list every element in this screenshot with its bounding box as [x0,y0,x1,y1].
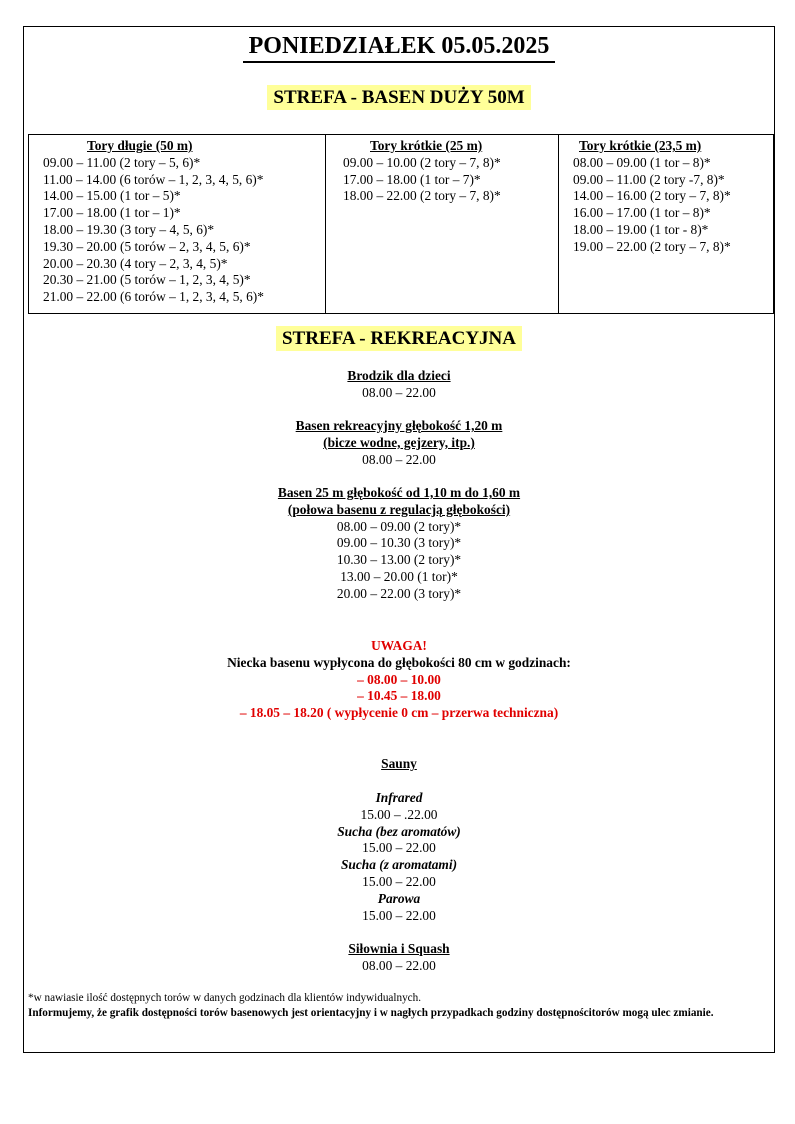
lane-row: 09.00 – 10.00 (2 tory – 7, 8)* [343,154,501,170]
lane-row: 18.00 – 19.00 (1 tor - 8)* [573,221,709,237]
lane-row: 20.00 – 20.30 (4 tory – 2, 3, 4, 5)* [43,255,228,271]
sauna-hours: 15.00 – .22.00 [360,806,438,822]
brodzik-hours: 08.00 – 22.00 [362,384,436,400]
rec-pool-title: Basen rekreacyjny głębokość 1,20 m [295,418,503,433]
warning-head: UWAGA! [371,638,427,653]
sauna-name: Parowa [377,890,421,906]
gym-section [24,941,774,975]
info-note: Informujemy, że grafik dostępności torów basenowych jest orientacyjny i w nagłych przypadkach godziny dostępnościtorów mogą ulec zmianie. [28,1007,714,1019]
gym-hours: 08.00 – 22.00 [362,957,436,973]
lanes-long-header: Tory długie (50 m) [87,138,193,153]
warning-row: – 18.05 – 18.20 ( wypłycenie 0 cm – przerwa techniczna) [239,705,559,721]
saunas-title: Sauny [381,756,417,771]
sauna-name: Infrared [375,790,423,805]
lanes-long-column [29,135,326,314]
zone-rec-label: STREFA - REKREACYJNA [276,326,522,351]
lanes-short25-header: Tory krótkie (25 m) [370,138,483,153]
lane-row: 14.00 – 15.00 (1 tor – 5)* [43,188,181,204]
warning-text: Niecka basenu wypłycona do głębokości 80 cm w godzinach: [227,654,571,670]
rec-pool-hours: 08.00 – 22.00 [362,451,436,467]
pool25-row: 09.00 – 10.30 (3 tory)* [336,535,462,551]
lane-row: 17.00 – 18.00 (1 tor – 1)* [43,205,181,221]
lanes-short25-column [326,135,559,314]
pool25-section [24,485,774,603]
lane-row: 08.00 – 09.00 (1 tor – 8)* [573,154,711,170]
sauna-name: Sucha (bez aromatów) [337,823,461,839]
saunas-title-block [24,756,774,773]
pool25-title: Basen 25 m głębokość od 1,10 m do 1,60 m [277,485,521,500]
pool25-subtitle: (połowa basenu z regulacją głębokości) [287,501,511,517]
lane-row: 18.00 – 22.00 (2 tory – 7, 8)* [343,188,501,204]
lane-row: 16.00 – 17.00 (1 tor – 8)* [573,205,711,221]
brodzik-section [24,368,774,402]
pool25-row: 08.00 – 09.00 (2 tory)* [336,518,462,534]
lane-row: 21.00 – 22.00 (6 torów – 1, 2, 3, 4, 5, 6)* [43,289,264,305]
pool25-row: 10.30 – 13.00 (2 tory)* [336,552,462,568]
rec-pool-subtitle: (bicze wodne, gejzery, itp.) [323,434,475,450]
lane-row: 19.30 – 20.00 (5 torów – 2, 3, 4, 5, 6)* [43,238,251,254]
warning-row: – 10.45 – 18.00 [357,688,441,704]
warning-section [24,638,774,722]
sauna-hours: 15.00 – 22.00 [362,840,436,856]
lane-row: 19.00 – 22.00 (2 tory – 7, 8)* [573,238,731,254]
warning-row: – 08.00 – 10.00 [357,671,441,687]
zone-big-heading [24,87,774,109]
pool25-row: 20.00 – 22.00 (3 tory)* [336,585,462,601]
zone-rec-heading [24,328,774,350]
notes-section [28,991,770,1021]
sauna-hours: 15.00 – 22.00 [362,907,436,923]
sauna-hours: 15.00 – 22.00 [362,873,436,889]
lane-row: 20.30 – 21.00 (5 torów – 1, 2, 3, 4, 5)* [43,272,251,288]
gym-title: Siłownia i Squash [348,941,450,956]
zone-big-label: STREFA - BASEN DUŻY 50M [267,85,530,110]
pool25-row: 13.00 – 20.00 (1 tor)* [340,568,458,584]
rec-pool-section [24,418,774,468]
page-title [24,31,774,63]
lanes-short235-column [559,135,774,314]
lane-row: 14.00 – 16.00 (2 tory – 7, 8)* [573,188,731,204]
page-title-text: PONIEDZIAŁEK 05.05.2025 [243,31,556,63]
schedule-frame [23,26,775,1053]
lane-row: 09.00 – 11.00 (2 tory – 5, 6)* [43,154,201,170]
brodzik-title: Brodzik dla dzieci [347,368,451,383]
lane-row: 17.00 – 18.00 (1 tor – 7)* [343,171,481,187]
saunas-section [24,790,774,924]
lane-row: 11.00 – 14.00 (6 torów – 1, 2, 3, 4, 5, 6)* [43,171,264,187]
lane-row: 09.00 – 11.00 (2 tory -7, 8)* [573,171,725,187]
lanes-short235-header: Tory krótkie (23,5 m) [579,138,702,153]
sauna-name: Sucha (z aromatami) [340,857,458,873]
footnote: *w nawiasie ilość dostępnych torów w danych godzinach dla klientów indywidualnych. [28,992,422,1004]
lanes-table [28,134,774,314]
lane-row: 18.00 – 19.30 (3 tory – 4, 5, 6)* [43,221,215,237]
